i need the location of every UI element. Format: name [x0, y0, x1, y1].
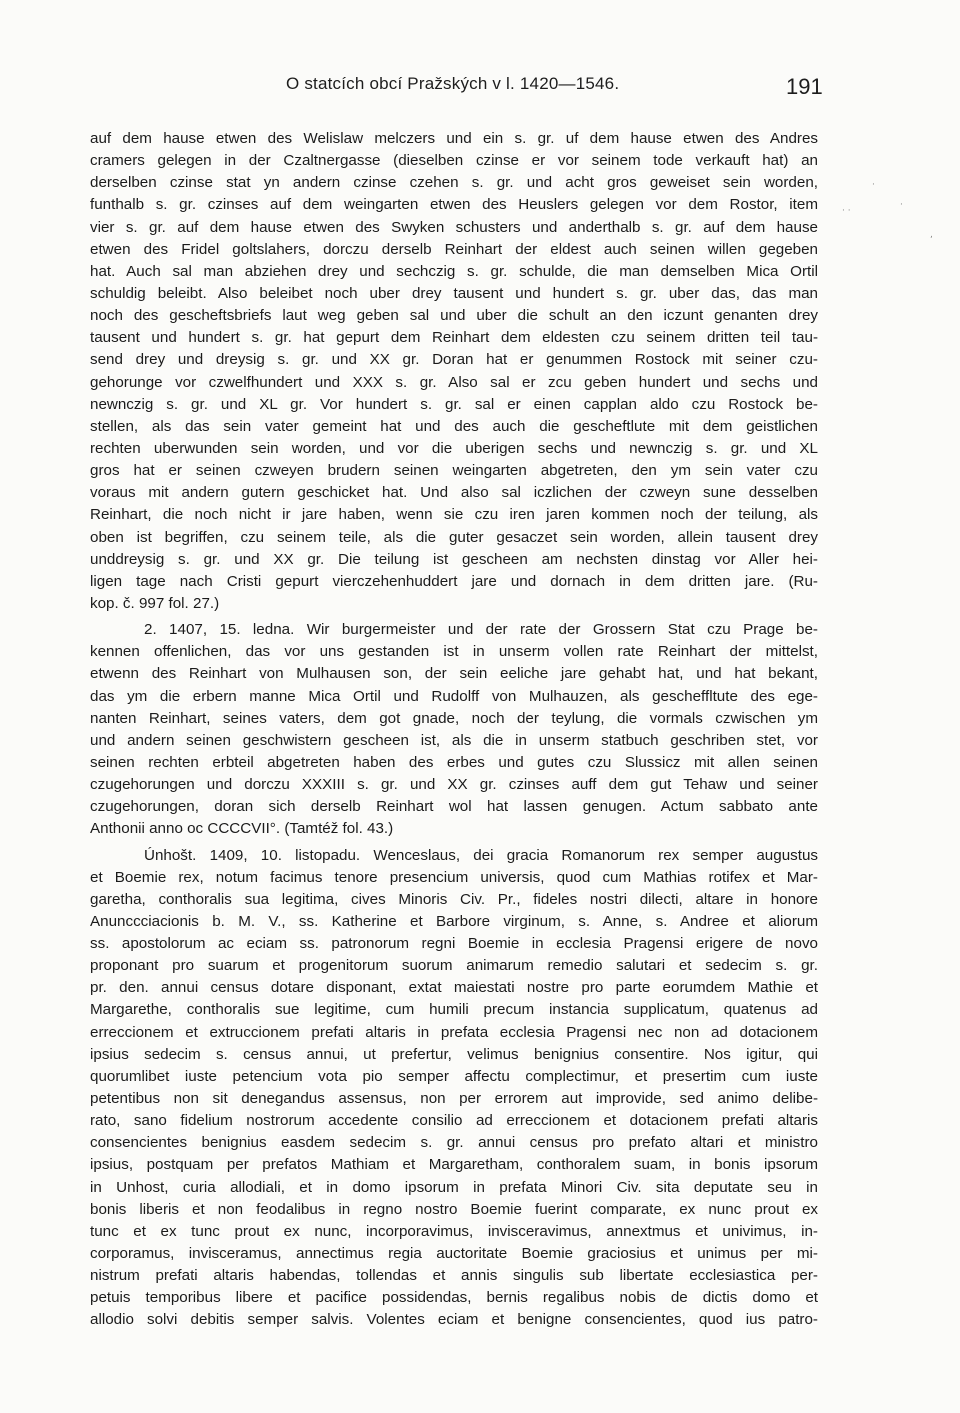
text-line: erreccionem et extruccionem prefati altaris in prefata ecclesia Pragensi nec non ad dotacionem	[90, 1023, 818, 1041]
text-line: voraus mit andern gutern geschicket hat. Und also sal iczlichen der czweyn sune desselben	[90, 484, 818, 502]
text-line: Únhošt. 1409, 10. listopadu. Wenceslaus, dei gracia Romanorum rex semper augustus	[144, 846, 818, 864]
text-line: gehorunge vor czwelfhundert und XXX s. gr. Also sal er zcu geben hundert und sechs und	[90, 373, 818, 391]
text-line: in Unhost, curia allodiali, et in domo ipsorum in prefata Minori Civ. sita deputate seu in	[90, 1178, 818, 1196]
text-line: nanten Reinhart, seines vaters, dem got gnade, noch der teylung, die vormals czwischen ym	[90, 709, 818, 727]
text-line: quorumlibet iuste petencium vota pio semper affectu complectimur, et presertim cum iuste	[90, 1067, 818, 1085]
text-line: rato, sano fidelium nostrorum accedente consilio ad erreccionem et dotacionem prefati altaris	[90, 1112, 818, 1130]
text-line: et Boemie rex, notum facimus tenore presencium universis, quod cum Mathias rotifex et Mar-	[90, 868, 818, 886]
text-line: nistrum prefati altaris habendas, tollendas et annis singulis sub libertate ecclesiastica per-	[90, 1267, 818, 1285]
margin-speck: · ·	[842, 206, 851, 216]
margin-speck: ,	[930, 230, 933, 240]
text-line: Reinhart, die noch nicht ir jare haben, wenn sie czu iren jaren kommen noch der teilung, als	[90, 506, 818, 524]
text-line: derselben czinse stat yn andern czinse czehen s. gr. und acht gros geweiset sein worden,	[90, 174, 818, 192]
text-line: tunc et ex tunc prout ex nunc, incorporavimus, invisceravimus, annextmus et univimus, in-	[90, 1222, 818, 1240]
text-line: newnczig s. gr. und XL gr. Vor hundert s. gr. sal er einen capplan aldo czu Rostock be-	[90, 395, 818, 413]
text-line: bonis liberis et non feodalibus in regno nostro Boemie fuerint comparate, ex nunc prout ex	[90, 1200, 818, 1218]
text-line: kop. č. 997 fol. 27.)	[90, 594, 220, 612]
text-line: unddreysig s. gr. und XX gr. Die teilung ist gescheen am nechsten dinstag vor Aller hei-	[90, 550, 818, 568]
text-line: etwen des Fridel goltslahers, dorczu derselb Reinhart der eldest auch seinen willen gegeben	[90, 240, 818, 258]
text-line: ipsius sedecim s. census annui, ut prefertur, velimus benignius consentire. Nos igitur, qui	[90, 1045, 818, 1063]
text-line: ligen tage nach Cristi gepurt vierczehenhuddert jare und dornach in dem dritten jare. (Ru-	[90, 572, 818, 590]
text-line: Anunccciacionis b. M. V., ss. Katherine et Barbore virginum, s. Anne, s. Andree et aliorum	[90, 912, 818, 930]
text-line: das ym die erbern manne Mica Ortil und Rudolff von Mulhauzen, als gescheffltute des ege-	[90, 687, 818, 705]
text-line: ss. apostolorum ac eciam ss. patronorum regni Boemie in ecclesia Pragensi erigere de novo	[90, 935, 818, 953]
text-line: gros hat er seinen czweyen brudern seinen weingarten abgetreten, den ym sein vater czu	[90, 462, 818, 480]
text-line: stellen, als das sein vater gemeint hat und des auch die gescheftlute mit dem geistlichen	[90, 417, 818, 435]
text-line: cramers gelegen in der Czaltnergasse (dieselben czinse er vor seinem tode verkauft hat) an	[90, 152, 818, 170]
page-number: 191	[786, 74, 823, 99]
text-line: Margarethe, conthoralis sue legitime, cum humili precum instancia supplicatum, quatenus ad	[90, 1001, 818, 1019]
text-line: funthalb s. gr. czinses auf dem weingarten etwen des Heuslers gelegen vor dem Rostor, item	[90, 196, 818, 214]
text-line: proponant pro suarum et progenitorum suorum animarum remedio salutari et sedecim s. gr.	[90, 957, 818, 975]
body-text	[90, 128, 818, 1332]
text-line: petentibus non sit denegandus assensus, non per errorem aut improvide, sed animo delibe-	[90, 1090, 818, 1108]
text-line: etwenn des Reinhart von Mulhausen son, der sein eeliche jare gehabt hat, und hat bekant,	[90, 665, 818, 683]
text-line: czugehorungen und dorczu XXXIII s. gr. und XX gr. czinses auff dem gut Tehaw und seiner	[90, 776, 818, 794]
text-line: vier s. gr. auf dem hause etwen des Swyken schusters und anderthalb s. gr. auf dem hause	[90, 218, 818, 236]
text-line: und andern seinen geschwistern gescheen ist, als die in unserm statbuch geschriben stet, vor	[90, 731, 818, 749]
text-line: hat. Auch sal man abziehen drey und sechczig s. gr. schulde, die man demselben Mica Ortil	[90, 262, 818, 280]
text-line: schuldig beleibt. Also beleibet noch uber drey tausent und hundert s. gr. uber das, das man	[90, 284, 818, 302]
text-line: kennen offenlichen, das vor uns gestanden ist in unserm vollen rate Reinhart der mittelst,	[90, 643, 818, 661]
text-line: allodio solvi debitis semper salvis. Volentes eciam et benigne consencientes, quod ius patro-	[90, 1311, 818, 1329]
margin-speck: ·	[900, 200, 903, 210]
text-line: noch des gescheftsbriefs laut weg geben sal und uber die schult an den iczunt genanten drey	[90, 307, 818, 325]
text-line: czugehorungen, doran sich derselb Reinhart wol hat lassen genugen. Actum sabbato ante	[90, 798, 818, 816]
text-line: consencientes benignius easdem sedecim s. gr. annui census pro prefato altari et ministro	[90, 1134, 818, 1152]
running-title: O statcích obcí Pražských v l. 1420—1546.	[286, 74, 620, 93]
text-line: petuis temporibus libere et pacifice possidendas, bernis regalibus nobis de dictis domo et	[90, 1289, 818, 1307]
text-line: send drey und dreysig s. gr. und XX gr. Doran hat er genummen Rostock mit seiner czu-	[90, 351, 818, 369]
text-line: oben ist begriffen, czu seinem teile, als die guter gesaczet sein worden, allein tausent drey	[90, 528, 818, 546]
text-line: corporamus, invisceramus, annectimus regia auctoritate Boemie graciosius et unimus per mi-	[90, 1245, 818, 1263]
text-line: pr. den. annui census dotare disponant, extat maiestati nostre pro parte eorumdem Mathie et	[90, 979, 818, 997]
margin-speck: ·	[872, 180, 875, 190]
text-line: seinen rechten erbteil abgetreten haben des erbes und gutes czu Slussicz mit allen seinen	[90, 753, 818, 771]
text-line: ipsius, postquam per prefatos Mathiam et Margaretham, conthoralem suam, in bonis ipsorum	[90, 1156, 818, 1174]
text-line: 2. 1407, 15. ledna. Wir burgermeister und der rate der Grossern Stat czu Prage be-	[144, 621, 818, 639]
text-line: rechten uberwunden sein worden, und vor die uberigen sechs und newnczig s. gr. und XL	[90, 439, 818, 457]
text-line: auf dem hause etwen des Welislaw melczers und ein s. gr. uf dem hause etwen des Andres	[90, 130, 818, 147]
text-line: tausent und hundert s. gr. hat gepurt dem Reinhart dem eldesten czu seinem dritten teil tau-	[90, 329, 818, 347]
text-line: garetha, conthoralis sua legitima, cives Minoris Civ. Pr., fideles nostri dilecti, altare in honore	[90, 890, 818, 908]
text-line: Anthonii anno oc CCCCVII°. (Tamtéž fol. 43.)	[90, 820, 394, 838]
